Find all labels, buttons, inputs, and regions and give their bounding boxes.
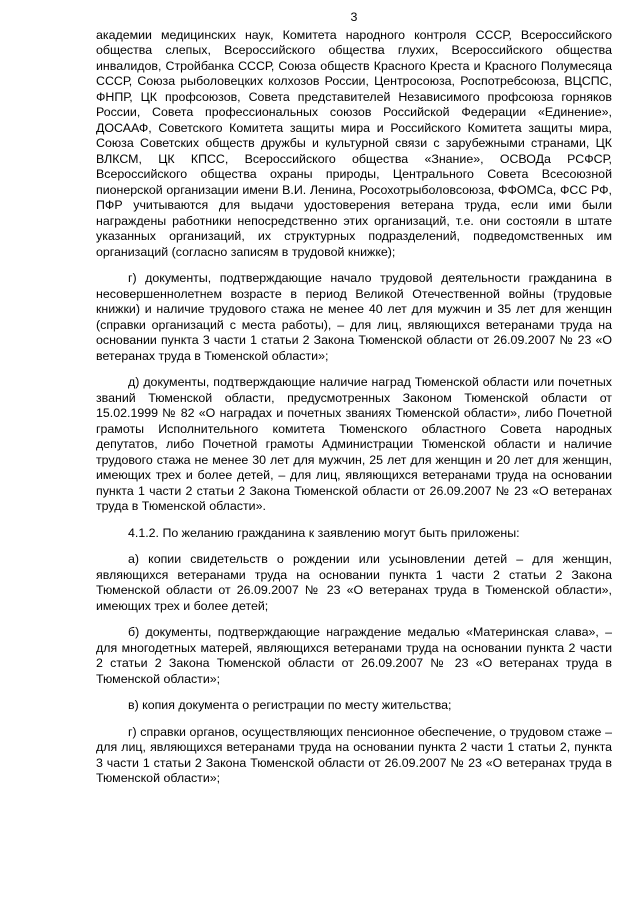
paragraph-item-a-birth-certificates: а) копии свидетельств о рождении или усыновлении детей – для женщин, являющихся ветеранами труда на основании пункта 1 части 2 статьи 2 Закона Тюменской области от 26.09.2007 № 23 «О ветеранах труда в Тюменской области», имеющих трех и более детей; (96, 552, 612, 613)
paragraph-item-b-maternal-glory-medal: б) документы, подтверждающие награждение медалью «Материнская слава», – для многодетных матерей, являющихся ветеранами труда на основании пункта 2 части 2 статьи 2 Закона Тюменской области от 26.09.2007 № 23 «О ветеранах труда в Тюменской области»; (96, 625, 612, 686)
paragraph-item-g-wartime-labor: г) документы, подтверждающие начало трудовой деятельности гражданина в несовершеннолетнем возрасте в период Великой Отечественной войны (трудовые книжки) и наличие трудового стажа не менее 40 лет для мужчин и 35 лет для женщин (справки организаций с места работы), – для лиц, являющихся ветеранами труда на основании пункта 3 части 1 статьи 2 Закона Тюменской области от 26.09.2007 № 23 «О ветеранах труда в Тюменской области»; (96, 271, 612, 363)
paragraph-item-d-regional-awards: д) документы, подтверждающие наличие наград Тюменской области или почетных званий Тюменской области, предусмотренных Законом Тюменской области от 15.02.1999 № 82 «О наградах и почетных званиях Тюменской области», либо Почетной грамоты Исполнительного комитета Тюменского областного Совета народных депутатов, либо Почетной грамоты Администрации Тюменской области и наличие трудового стажа не менее 30 лет для мужчин, 25 лет для женщин и 20 лет для женщин, имеющих трех и более детей, – для лиц, являющихся ветеранами труда на основании пункта 1 части 2 статьи 2 Закона Тюменской области от 26.09.2007 № 23 «О ветеранах труда в Тюменской области». (96, 375, 612, 513)
paragraph-section-4-1-2: 4.1.2. По желанию гражданина к заявлению могут быть приложены: (128, 525, 520, 540)
document-page (96, 10, 612, 787)
paragraph-organizations-list: академии медицинских наук, Комитета народного контроля СССР, Всероссийского общества слепых, Всероссийского общества глухих, Всероссийского общества инвалидов, Стройбанка СССР, Союза обществ Красного Креста и Красного Полумесяца СССР, Союза рыболовецких колхозов России, Центросоюза, Роспотребсоюза, ВЦСПС, ФНПР, ЦК профсоюзов, Совета представителей Независимого профсоюза горняков России, Совета профессиональных союзов Российской Федерации «Единение», ДОСААФ, Советского Комитета защиты мира и Российского Комитета защиты мира, Союза Советских обществ дружбы и культурной связи с зарубежными странами, ЦК ВЛКСМ, ЦК КПСС, Всероссийского общества «Знание», ОСВОДа РСФСР, Всероссийского общества охраны природы, Центрального Совета Всесоюзной пионерской организации имени В.И. Ленина, Росохотрыболовсоюза, ФФОМСа, ФСС РФ, ПФР учитываются для выдачи удостоверения ветерана труда, если ими были награждены работники непосредственно этих организаций, т.е. они состояли в штате указанных организаций, их структурных подразделений, подведомственных им организаций (согласно записям в трудовой книжке); (96, 27, 612, 259)
page-number: 3 (350, 10, 358, 24)
paragraph-item-g-pension-certificates: г) справки органов, осуществляющих пенсионное обеспечение, о трудовом стаже – для лиц, являющихся ветеранами труда на основании пункта 2 части 1 статьи 2, пункта 3 части 1 статьи 2 Закона Тюменской области от 26.09.2007 № 23 «О ветеранах труда в Тюменской области»; (96, 724, 612, 785)
paragraph-item-v-registration-copy: в) копия документа о регистрации по месту жительства; (128, 698, 452, 712)
